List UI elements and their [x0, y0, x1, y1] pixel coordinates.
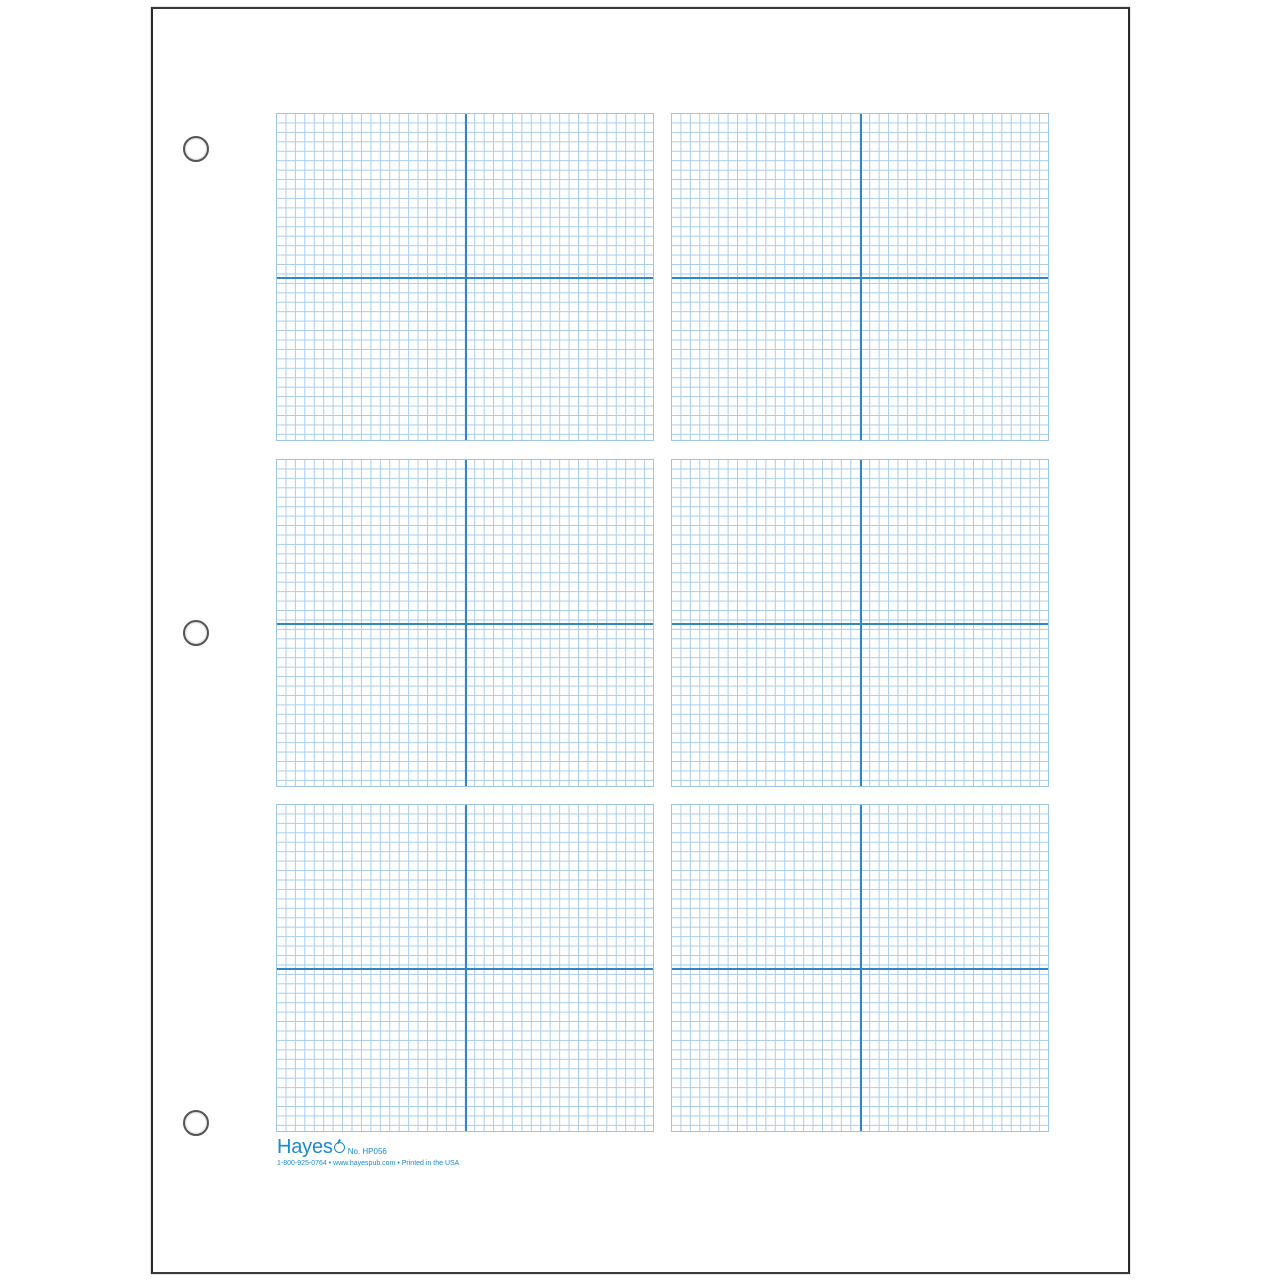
graph-panel-row3-right [671, 804, 1049, 1132]
product-number: No. HP056 [347, 1147, 387, 1156]
binder-hole-middle [183, 620, 209, 646]
graph-panel-row2-right [671, 459, 1049, 787]
x-axis-line [672, 277, 1048, 279]
x-axis-line [277, 277, 653, 279]
x-axis-line [277, 968, 653, 970]
graph-panel-row3-left [276, 804, 654, 1132]
graph-panel-row1-left [276, 113, 654, 441]
graph-panel-row1-right [671, 113, 1049, 441]
contact-line: 1-800-925-0764 • www.hayespub.com • Printed in the USA [277, 1160, 460, 1167]
apple-logo-icon [334, 1142, 345, 1153]
x-axis-line [277, 623, 653, 625]
x-axis-line [672, 623, 1048, 625]
brand-row [277, 1136, 459, 1158]
binder-hole-top [183, 136, 209, 162]
binder-hole-bottom [183, 1110, 209, 1136]
x-axis-line [672, 968, 1048, 970]
graph-panel-row2-left [276, 459, 654, 787]
publisher-footer [277, 1136, 459, 1168]
brand-logo-text: Hayes [277, 1136, 333, 1158]
